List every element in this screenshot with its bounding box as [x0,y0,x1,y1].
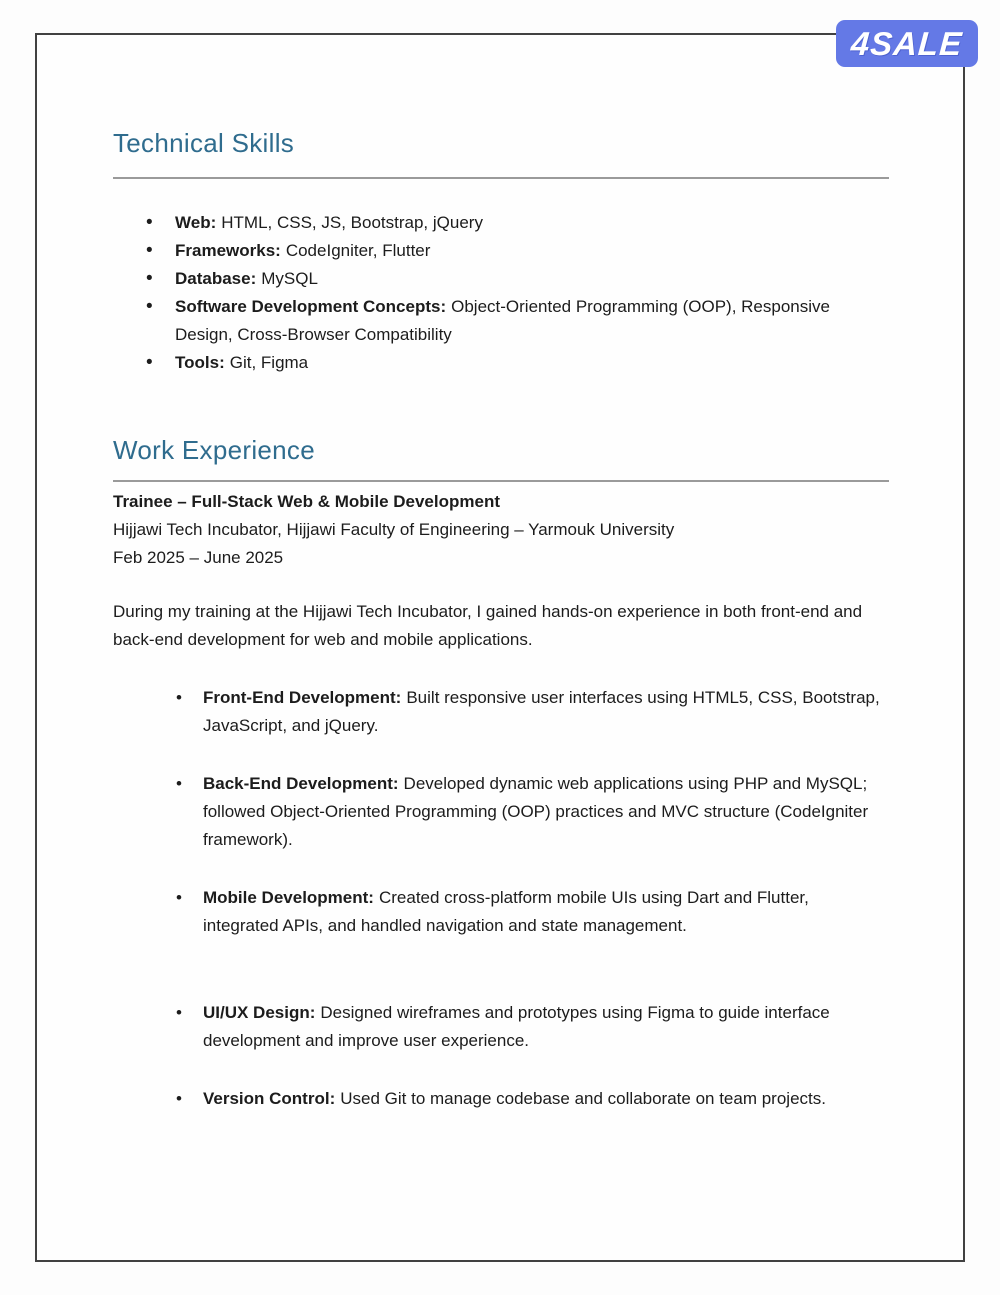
experience-item-uiux [203,999,889,1055]
skill-label: Frameworks: [175,241,281,260]
job-dates: Feb 2025 – June 2025 [113,548,284,567]
experience-label: Front-End Development: [203,688,402,707]
work-experience-rule [113,480,889,482]
experience-text: Built responsive user interfaces using HTML5, CSS, Bootstrap, JavaScript, and jQuery. [203,688,880,735]
skill-label: Software Development Concepts: [175,297,447,316]
experience-text: Used Git to manage codebase and collaborate on team projects. [340,1089,826,1108]
experience-item-backend [203,770,889,854]
work-experience-list [113,684,889,1113]
4sale-watermark-logo [836,20,978,67]
skill-item-concepts [175,293,889,349]
job-title: Trainee – Full-Stack Web & Mobile Development [113,492,500,511]
experience-label: Mobile Development: [203,888,374,907]
skill-label: Database: [175,269,257,288]
skill-text: Git, Figma [229,353,309,372]
skill-text: Object-Oriented Programming (OOP), Responsive Design, Cross-Browser Compatibility [175,297,830,344]
experience-item-mobile [203,884,889,940]
document-content [113,0,889,1113]
experience-item-frontend [203,684,889,740]
4sale-logo-text: 4SALE [850,24,965,62]
skill-text: CodeIgniter, Flutter [285,241,431,260]
skill-item-frameworks [175,237,889,265]
skill-item-tools [175,349,889,377]
technical-skills-heading: Technical Skills [113,128,295,158]
experience-label: UI/UX Design: [203,1003,316,1022]
skill-label: Tools: [175,353,225,372]
job-header [113,488,889,572]
technical-skills-list [113,209,889,377]
experience-text: Designed wireframes and prototypes using Figma to guide interface development and improve user experience. [203,1003,830,1050]
experience-label: Version Control: [203,1089,336,1108]
work-experience-heading: Work Experience [113,435,315,465]
job-summary: During my training at the Hijjawi Tech Incubator, I gained hands-on experience in both front-end and back-end development for web and mobile applications. [113,602,863,649]
experience-text: Created cross-platform mobile UIs using Dart and Flutter, integrated APIs, and handled navigation and state management. [203,888,809,935]
experience-text: Developed dynamic web applications using PHP and MySQL; followed Object-Oriented Programming (OOP) practices and MVC structure (CodeIgniter framework). [203,774,869,849]
skill-text: MySQL [261,269,318,288]
skill-item-database [175,265,889,293]
job-organization: Hijjawi Tech Incubator, Hijjawi Faculty of Engineering – Yarmouk University [113,520,675,539]
skill-item-web [175,209,889,237]
skill-label: Web: [175,213,217,232]
experience-label: Back-End Development: [203,774,399,793]
technical-skills-rule [113,177,889,179]
experience-item-version-control [203,1085,889,1113]
skill-text: HTML, CSS, JS, Bootstrap, jQuery [221,213,483,232]
